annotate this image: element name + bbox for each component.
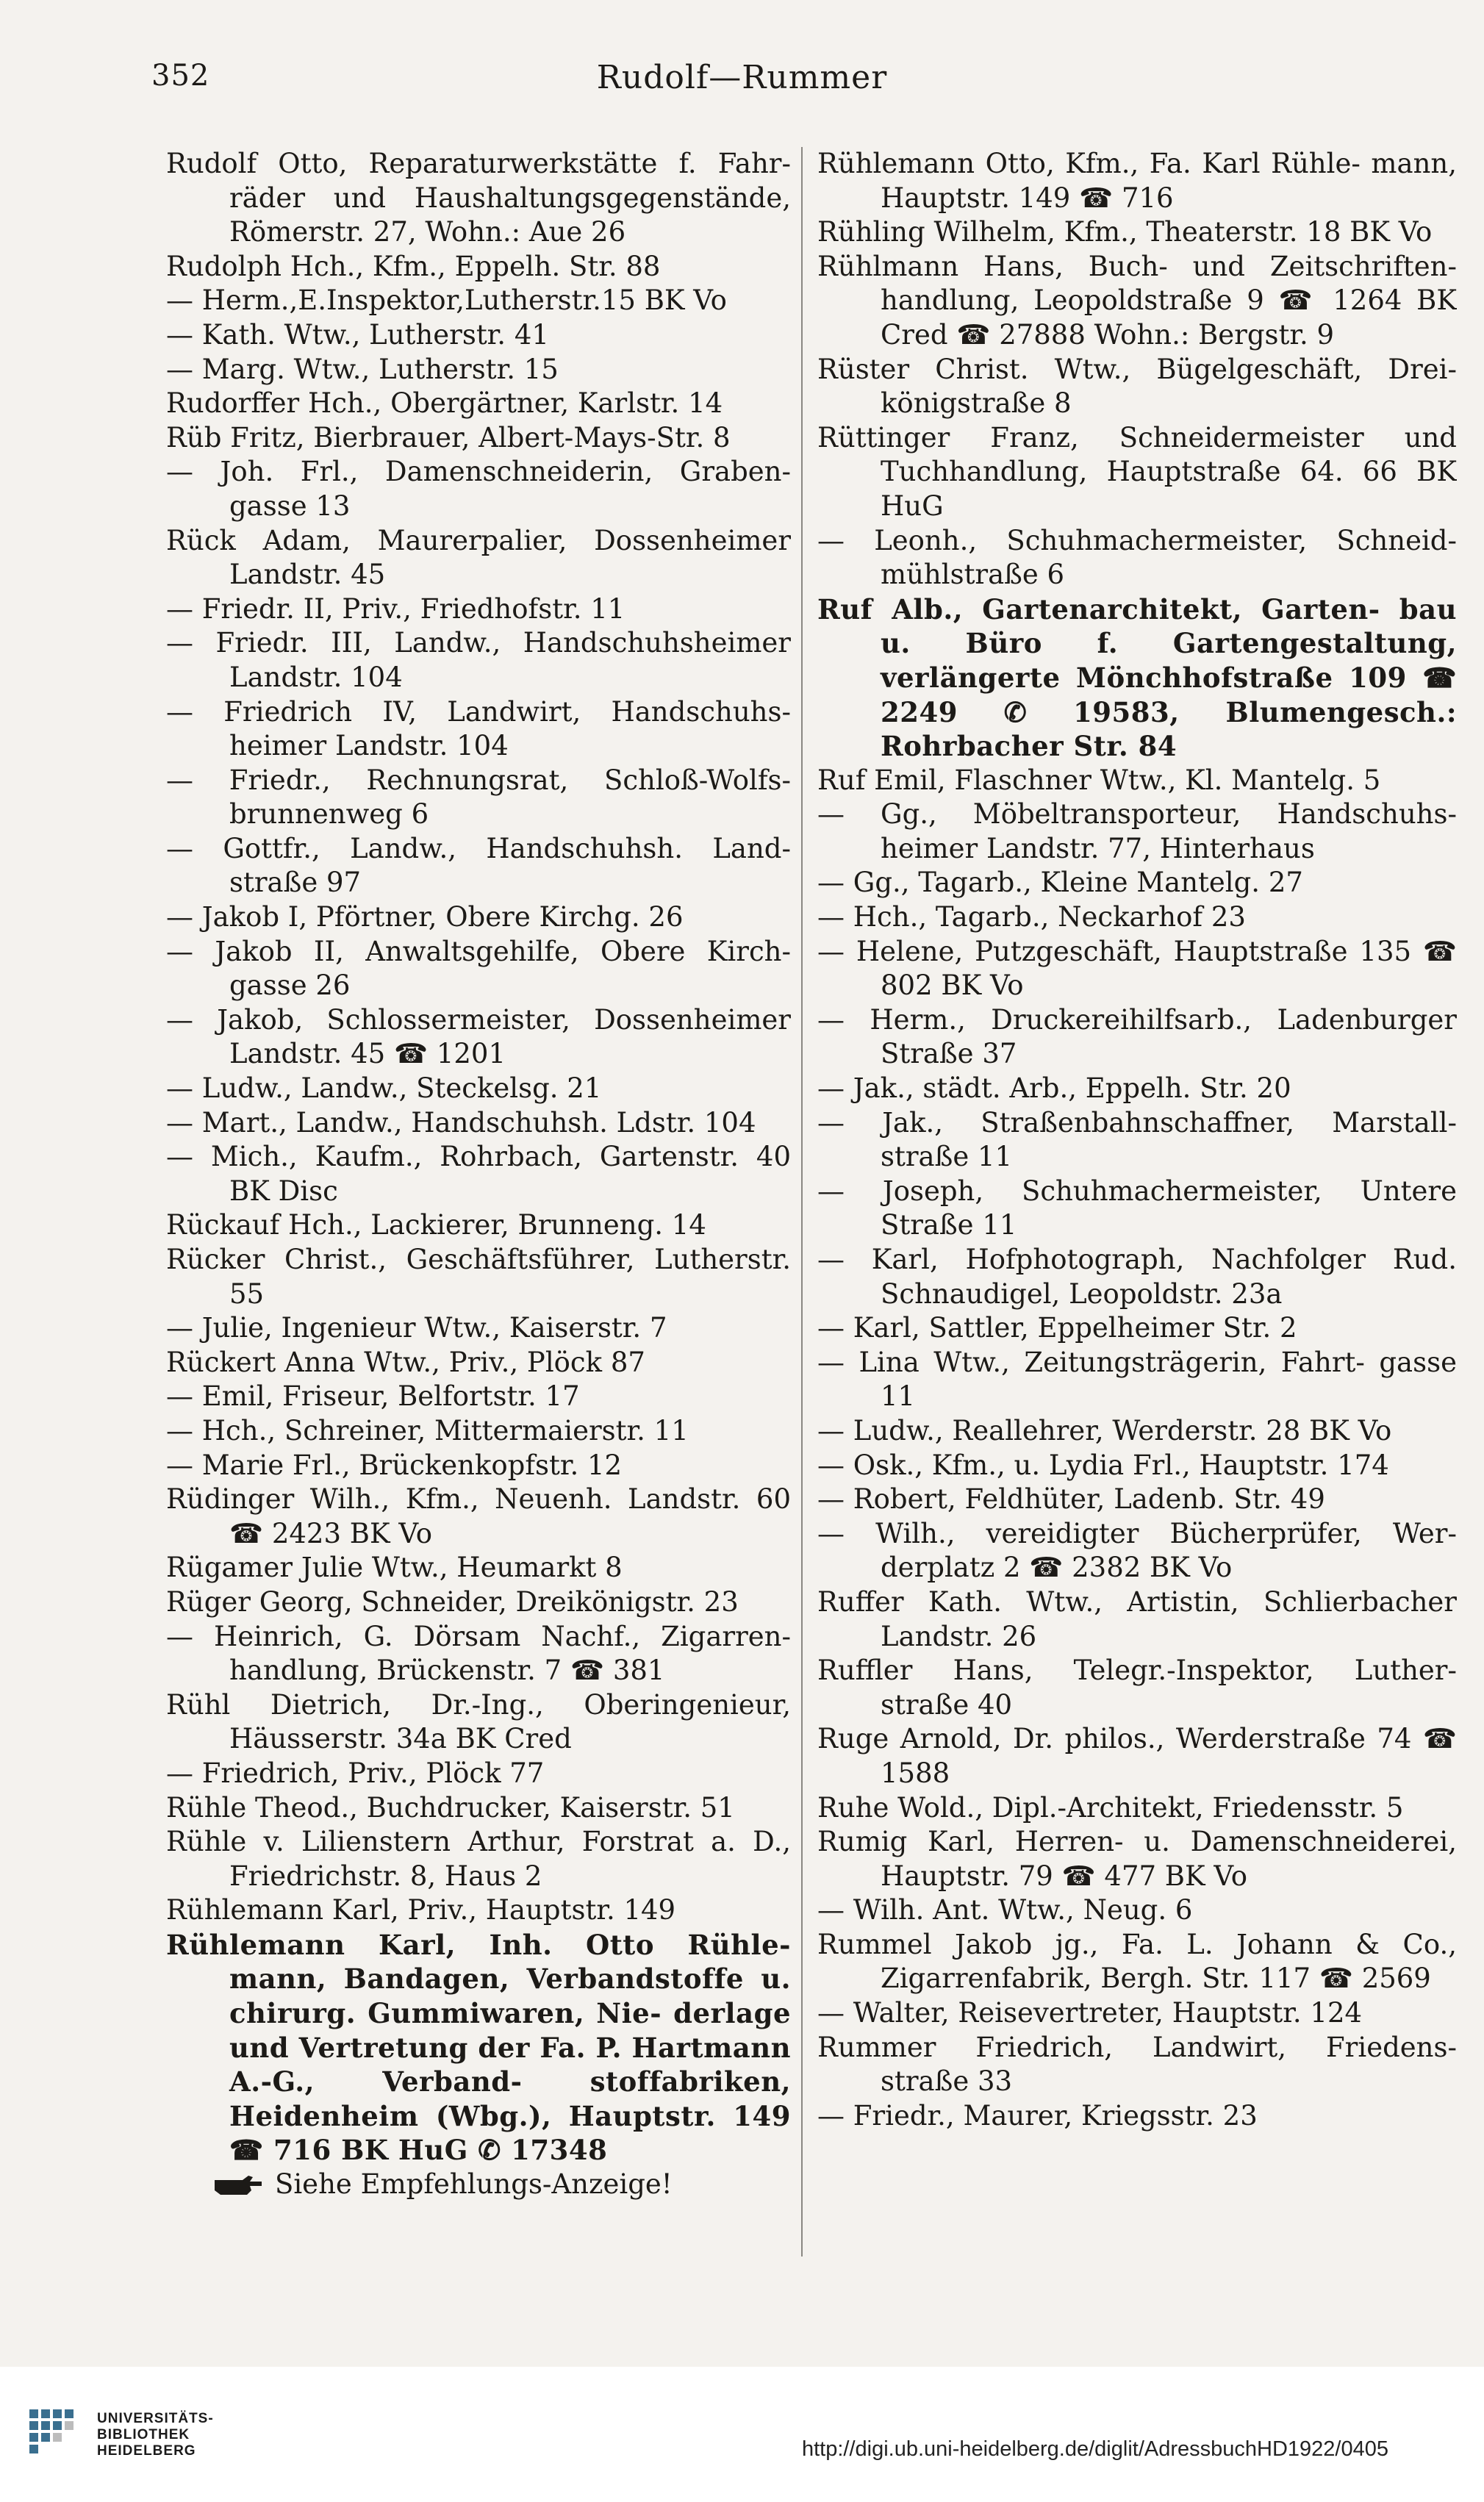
directory-entry: — Leonh., Schuhmachermeister, Schneid- mühlstraße 6 xyxy=(817,524,1457,591)
pointing-hand-icon xyxy=(213,2174,265,2196)
see-advert-note xyxy=(166,2168,791,2202)
directory-entry: — Karl, Hofphotograph, Nachfolger Rud. Schnaudigel, Leopoldstr. 23a xyxy=(817,1244,1457,1310)
directory-entry: Rüdinger Wilh., Kfm., Neuenh. Landstr. 60 ☎ 2423 BK Vo xyxy=(166,1483,791,1549)
directory-entry: — Herm.,E.Inspektor,Lutherstr.15 BK Vo xyxy=(166,284,727,317)
directory-entry-advert: Ruf Alb., Gartenarchitekt, Garten- bau u. Büro f. Gartengestaltung, verlängerte Mönchhofstraße 109 ☎ 2249 ✆ 19583, Blumengesch.: Rohrbacher Str. 84 xyxy=(817,592,1457,763)
directory-entry: — Herm., Druckereihilfsarb., Ladenburger Straße 37 xyxy=(817,1003,1457,1070)
directory-entry: — Hch., Schreiner, Mittermaierstr. 11 xyxy=(166,1414,689,1447)
directory-entry: Rühling Wilhelm, Kfm., Theaterstr. 18 BK Vo xyxy=(817,216,1433,248)
directory-entry-advert: Rühlemann Karl, Inh. Otto Rühle- mann, Bandagen, Verbandstoffe u. chirurg. Gummiwaren, Nie- derlage und Vertretung der Fa. P. Hartmann A.-G., Verband- stoffabriken, Heidenheim (Wbg.), Hauptstr. 149 ☎ 716 BK HuG ✆ 17348 xyxy=(166,1928,791,2167)
directory-entry: — Ludw., Landw., Steckelsg. 21 xyxy=(166,1072,602,1105)
directory-entry: Rügamer Julie Wtw., Heumarkt 8 xyxy=(166,1552,623,1584)
directory-entry: — Helene, Putzgeschäft, Hauptstraße 135 ☎ 802 BK Vo xyxy=(817,935,1457,1002)
directory-entry: Ruffler Hans, Telegr.-Inspektor, Luther- straße 40 xyxy=(817,1655,1457,1721)
directory-entry: — Jak., städt. Arb., Eppelh. Str. 20 xyxy=(817,1072,1291,1105)
directory-entry: Rühle Theod., Buchdrucker, Kaiserstr. 51 xyxy=(166,1791,735,1824)
column-divider xyxy=(801,147,803,2257)
directory-entry: — Gg., Möbeltransporteur, Handschuhs- heimer Landstr. 77, Hinterhaus xyxy=(817,798,1457,864)
page-number: 352 xyxy=(151,59,210,93)
directory-entry: Ruf Emil, Flaschner Wtw., Kl. Mantelg. 5 xyxy=(817,764,1381,796)
directory-entry: — Mich., Kaufm., Rohrbach, Gartenstr. 40 BK Disc xyxy=(166,1141,791,1207)
directory-entry: — Friedrich, Priv., Plöck 77 xyxy=(166,1757,545,1789)
directory-entry: — Marg. Wtw., Lutherstr. 15 xyxy=(166,353,559,385)
directory-entry: — Friedr. III, Landw., Handschuhsheimer Landstr. 104 xyxy=(166,627,791,693)
directory-entry: — Wilh. Ant. Wtw., Neug. 6 xyxy=(817,1894,1193,1926)
institution-name xyxy=(97,2411,214,2459)
directory-entry: — Wilh., vereidigter Bücherprüfer, Wer- derplatz 2 ☎ 2382 BK Vo xyxy=(817,1517,1457,1584)
directory-entry: — Ludw., Reallehrer, Werderstr. 28 BK Vo xyxy=(817,1414,1392,1447)
directory-entry: — Friedr., Rechnungsrat, Schloß-Wolfs- brunnenweg 6 xyxy=(166,764,791,831)
directory-entry: — Friedr., Maurer, Kriegsstr. 23 xyxy=(817,2099,1258,2132)
viewer-footer xyxy=(0,2367,1484,2502)
directory-entry: — Robert, Feldhüter, Ladenb. Str. 49 xyxy=(817,1483,1325,1516)
directory-entry: — Kath. Wtw., Lutherstr. 41 xyxy=(166,318,549,351)
directory-entry: Rückauf Hch., Lackierer, Brunneng. 14 xyxy=(166,1209,706,1241)
directory-entry: — Jak., Straßenbahnschaffner, Marstall- straße 11 xyxy=(817,1106,1457,1173)
directory-entry: Rummer Friedrich, Landwirt, Friedens- straße 33 xyxy=(817,2031,1457,2098)
directory-entry: Rück Adam, Maurerpalier, Dossenheimer Landstr. 45 xyxy=(166,524,791,591)
directory-entry: — Marie Frl., Brückenkopfstr. 12 xyxy=(166,1449,623,1481)
directory-entry: — Joseph, Schuhmachermeister, Untere Straße 11 xyxy=(817,1175,1457,1241)
institution-line: BIBLIOTHEK xyxy=(97,2427,190,2442)
directory-entry: — Gg., Tagarb., Kleine Mantelg. 27 xyxy=(817,867,1303,899)
directory-entry: Ruffer Kath. Wtw., Artistin, Schlierbacher Landstr. 26 xyxy=(817,1585,1457,1652)
directory-entry: Rüster Christ. Wtw., Bügelgeschäft, Drei- königstraße 8 xyxy=(817,353,1457,420)
directory-entry: — Mart., Landw., Handschuhsh. Ldstr. 104 xyxy=(166,1106,756,1139)
directory-entry: Rühle v. Lilienstern Arthur, Forstrat a. D., Friedrichstr. 8, Haus 2 xyxy=(166,1826,791,1892)
running-head: Rudolf—Rummer xyxy=(596,59,888,96)
directory-entry: — Osk., Kfm., u. Lydia Frl., Hauptstr. 174 xyxy=(817,1449,1389,1481)
directory-entry: Rummel Jakob jg., Fa. L. Johann & Co., Zigarrenfabrik, Bergh. Str. 117 ☎ 2569 xyxy=(817,1928,1457,1995)
directory-entry: Rühl Dietrich, Dr.-Ing., Oberingenieur, Häusserstr. 34a BK Cred xyxy=(166,1688,791,1755)
directory-entry: — Lina Wtw., Zeitungsträgerin, Fahrt- gasse 11 xyxy=(817,1346,1457,1413)
directory-entry: Ruge Arnold, Dr. philos., Werderstraße 74 ☎ 1588 xyxy=(817,1723,1457,1789)
left-column xyxy=(166,147,791,2279)
directory-entry: — Emil, Friseur, Belfortstr. 17 xyxy=(166,1380,580,1413)
directory-entry: Rühlmann Hans, Buch- und Zeitschriften- handlung, Leopoldstraße 9 ☎ 1264 BK Cred ☎ 27888 Wohn.: Bergstr. 9 xyxy=(817,250,1457,351)
right-column xyxy=(817,147,1457,2279)
directory-entry: Rückert Anna Wtw., Priv., Plöck 87 xyxy=(166,1346,645,1378)
directory-entry: Rudolf Otto, Reparaturwerkstätte f. Fahr- räder und Haushaltungsgegenstände, Römerstr. 27, Wohn.: Aue 26 xyxy=(166,148,791,248)
directory-entry: — Walter, Reisevertreter, Hauptstr. 124 xyxy=(817,1997,1363,2029)
directory-entry: — Karl, Sattler, Eppelheimer Str. 2 xyxy=(817,1312,1297,1344)
directory-entry: — Jakob I, Pförtner, Obere Kirchg. 26 xyxy=(166,901,684,933)
page-header xyxy=(0,59,1484,103)
directory-entry: — Jakob, Schlossermeister, Dossenheimer Landstr. 45 ☎ 1201 xyxy=(166,1003,791,1070)
directory-entry: — Jakob II, Anwaltsgehilfe, Obere Kirch- gasse 26 xyxy=(166,935,791,1002)
institution-line: HEIDELBERG xyxy=(97,2443,196,2459)
directory-entry: — Friedrich IV, Landwirt, Handschuhs- heimer Landstr. 104 xyxy=(166,695,791,762)
directory-entry: Rumig Karl, Herren- u. Damenschneiderei, Hauptstr. 79 ☎ 477 BK Vo xyxy=(817,1826,1457,1892)
see-advert-text: Siehe Empfehlungs-Anzeige! xyxy=(275,2168,673,2201)
directory-entry: — Friedr. II, Priv., Friedhofstr. 11 xyxy=(166,592,625,625)
directory-entry: Rüger Georg, Schneider, Dreikönigstr. 23 xyxy=(166,1585,739,1618)
directory-entry: — Gottfr., Landw., Handschuhsh. Land- straße 97 xyxy=(166,832,791,899)
directory-entry: — Heinrich, G. Dörsam Nachf., Zigarren- handlung, Brückenstr. 7 ☎ 381 xyxy=(166,1620,791,1687)
directory-entry: — Hch., Tagarb., Neckarhof 23 xyxy=(817,901,1246,933)
directory-entry: Rühlemann Karl, Priv., Hauptstr. 149 xyxy=(166,1894,676,1926)
directory-entry: Ruhe Wold., Dipl.-Architekt, Friedensstr. 5 xyxy=(817,1791,1404,1824)
directory-entry: — Julie, Ingenieur Wtw., Kaiserstr. 7 xyxy=(166,1312,667,1344)
directory-entry: Rudolph Hch., Kfm., Eppelh. Str. 88 xyxy=(166,250,661,282)
directory-entry: Rüb Fritz, Bierbrauer, Albert-Mays-Str. 8 xyxy=(166,421,731,454)
institution-line: UNIVERSITÄTS- xyxy=(97,2411,214,2426)
source-url-link[interactable]: http://digi.ub.uni-heidelberg.de/diglit/AdressbuchHD1922/0405 xyxy=(801,2437,1388,2461)
university-library-logo-icon xyxy=(29,2409,88,2461)
directory-entry: Rücker Christ., Geschäftsführer, Lutherstr. 55 xyxy=(166,1244,791,1310)
directory-entry: Rühlemann Otto, Kfm., Fa. Karl Rühle- mann, Hauptstr. 149 ☎ 716 xyxy=(817,148,1457,214)
directory-entry: Rüttinger Franz, Schneidermeister und Tuchhandlung, Hauptstraße 64. 66 BK HuG xyxy=(817,421,1457,522)
directory-entry: Rudorffer Hch., Obergärtner, Karlstr. 14 xyxy=(166,387,723,420)
directory-entry: — Joh. Frl., Damenschneiderin, Graben- gasse 13 xyxy=(166,456,791,522)
